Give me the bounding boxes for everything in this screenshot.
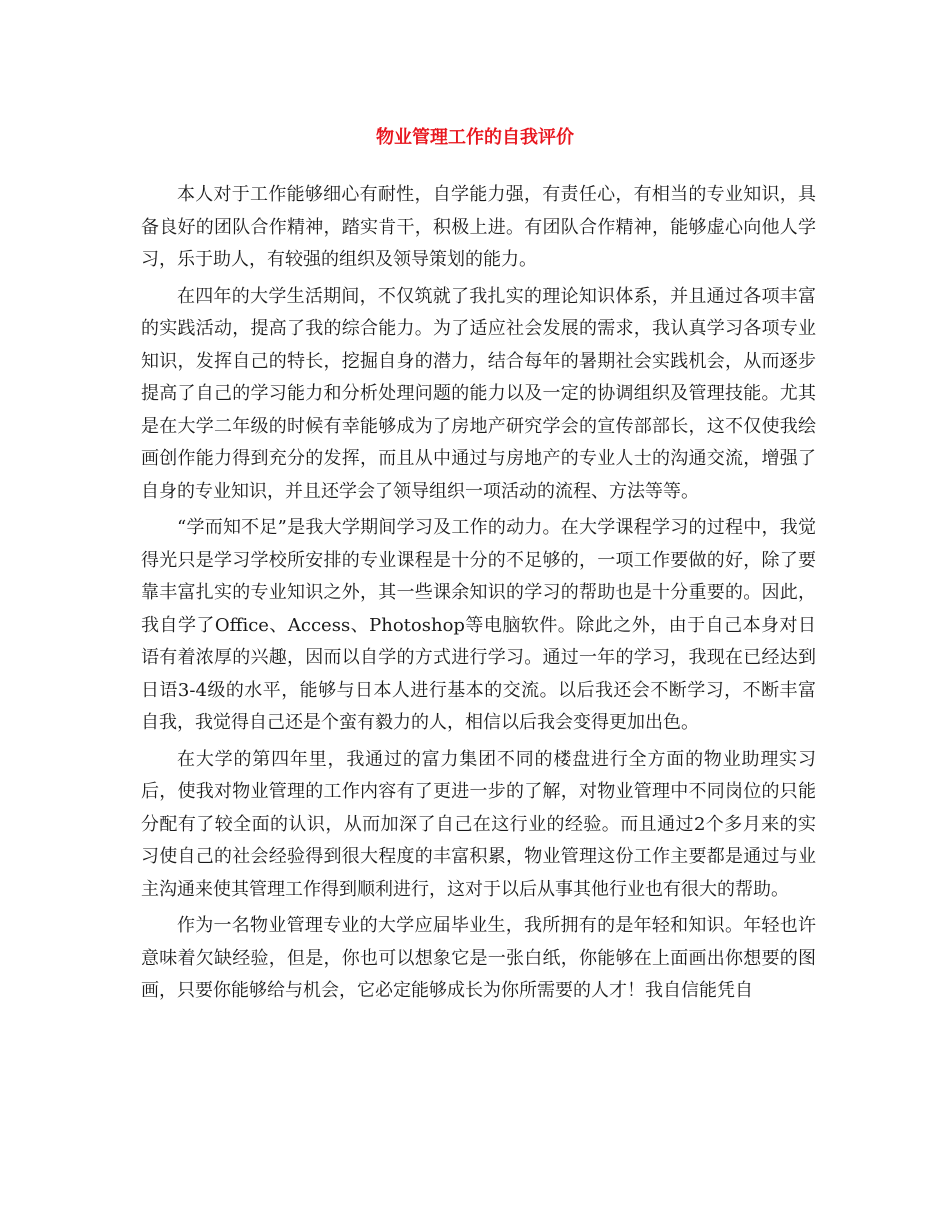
- paragraph-university-life: 在四年的大学生活期间，不仅筑就了我扎实的理论知识体系，并且通过各项丰富的实践活动，提高了我的综合能力。为了适应社会发展的需求，我认真学习各项专业知识，发挥自己的特长，挖掘自身的潜力，结合每年的暑期社会实践机会，从而逐步提高了自己的学习能力和分析处理问题的能力以及一定的协调组织及管理技能。尤其是在大学二年级的时候有幸能够成为了房地产研究学会的宣传部部长，这不仅使我绘画创作能力得到充分的发挥，而且从中通过与房地产的专业人士的沟通交流，增强了自身的专业知识，并且还学会了领导组织一项活动的流程、方法等等。: [141, 285, 816, 502]
- paragraph-internship: 在大学的第四年里，我通过的富力集团不同的楼盘进行全方面的物业助理实习后，使我对物业管理的工作内容有了更进一步的了解，对物业管理中不同岗位的只能分配有了较全面的认识，从而加深了自己在这行业的经验。而且通过2个多月来的实习使自己的社会经验得到很大程度的丰富积累，物业管理这份工作主要都是通过与业主沟通来使其管理工作得到顺利进行，这对于以后从事其他行业也有很大的帮助。: [141, 748, 816, 900]
- paragraph-graduate: 作为一名物业管理专业的大学应届毕业生，我所拥有的是年轻和知识。年轻也许意味着欠缺经验，但是，你也可以想象它是一张白纸，你能够在上面画出你想要的图画，只要你能够给与机会，它必定能够成长为你所需要的人才！我自信能凭自: [141, 915, 816, 1001]
- document-title: 物业管理工作的自我评价: [376, 127, 574, 148]
- paragraph-self-study: “学而知不足”是我大学期间学习及工作的动力。在大学课程学习的过程中，我觉得光只是学习学校所安排的专业课程是十分的不足够的，一项工作要做的好，除了要靠丰富扎实的专业知识之外，其一些课余知识的学习的帮助也是十分重要的。因此，我自学了Office、Access、Photoshop等电脑软件。除此之外，由于自己本身对日语有着浓厚的兴趣，因而以自学的方式进行学习。通过一年的学习，我现在已经达到日语3-4级的水平，能够与日本人进行基本的交流。以后我还会不断学习，不断丰富自我，我觉得自己还是个蛮有毅力的人，相信以后我会变得更加出色。: [141, 517, 816, 733]
- paragraph-self-assessment: 本人对于工作能够细心有耐性，自学能力强，有责任心，有相当的专业知识，具备良好的团队合作精神，踏实肯干，积极上进。有团队合作精神，能够虚心向他人学习，乐于助人，有较强的组织及领导策划的能力。: [141, 184, 816, 270]
- document-body: [141, 179, 816, 1012]
